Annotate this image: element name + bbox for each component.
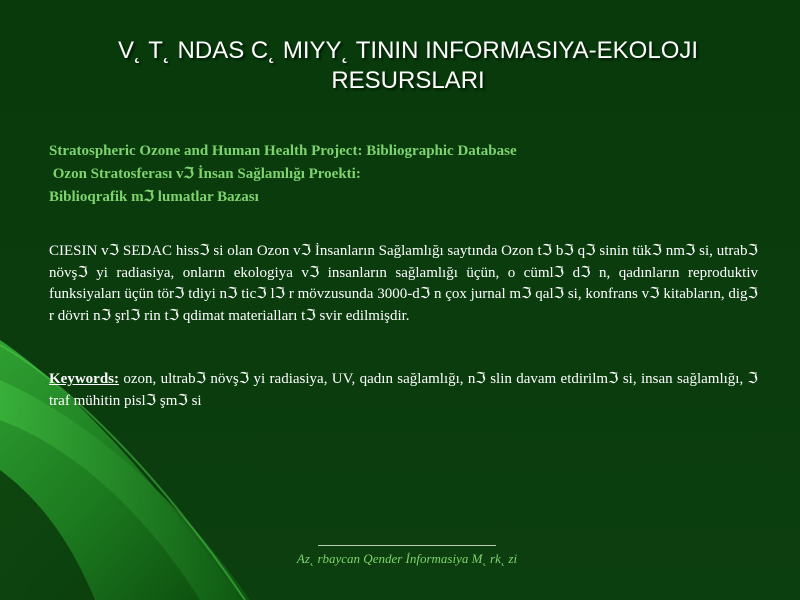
keywords-paragraph — [49, 369, 758, 412]
description-paragraph: CIESIN vℑ SEDAC hissℑ si olan Ozon vℑ İnsanların Sağlamlığı saytında Ozon tℑ bℑ qℑ sinin tükℑ nmℑ si, utrabℑ növşℑ yi radiasiya, onların ekologiya vℑ insanların sağlamlığı üçün, o cümlℑ dℑ n, qadınların reproduktiv funksiyaları üçün törℑ tdiyi nℑ ticℑ lℑ r mövzusunda 3000-dℑ n çox jurnal mℑ qalℑ si, konfrans vℑ kitabların, digℑ r dövri nℑ şrlℑ rin tℑ qdimat materialları tℑ svir edilmişdir. — [49, 243, 758, 324]
footer-organization: Az˛ rbaycan Qender İnformasiya M˛ rk˛ zi — [296, 551, 518, 566]
subtitle-line-2: Ozon Stratosferası vℑ İnsan Sağlamlığı Proekti: — [49, 166, 361, 182]
title-line-1: V˛ T˛ NDAS C˛ MIYY˛ TININ INFORMASIYA-EKOLOJI — [117, 37, 699, 64]
project-subtitle — [49, 140, 759, 209]
footer-divider — [318, 545, 496, 546]
slide-title — [40, 36, 776, 96]
title-line-2: RESURSLARI — [331, 67, 485, 94]
keywords-label: Keywords: — [49, 371, 119, 387]
subtitle-line-1: Stratospheric Ozone and Human Health Project: Bibliographic Database — [49, 143, 517, 159]
keywords-text: ozon, ultrabℑ növşℑ yi radiasiya, UV, qadın sağlamlığı, nℑ slin davam etdirilmℑ si, insan sağlamlığı, ℑ traf mühitin pislℑ şmℑ si — [49, 371, 758, 409]
subtitle-line-3: Biblioqrafik mℑ lumatlar Bazası — [49, 189, 259, 205]
